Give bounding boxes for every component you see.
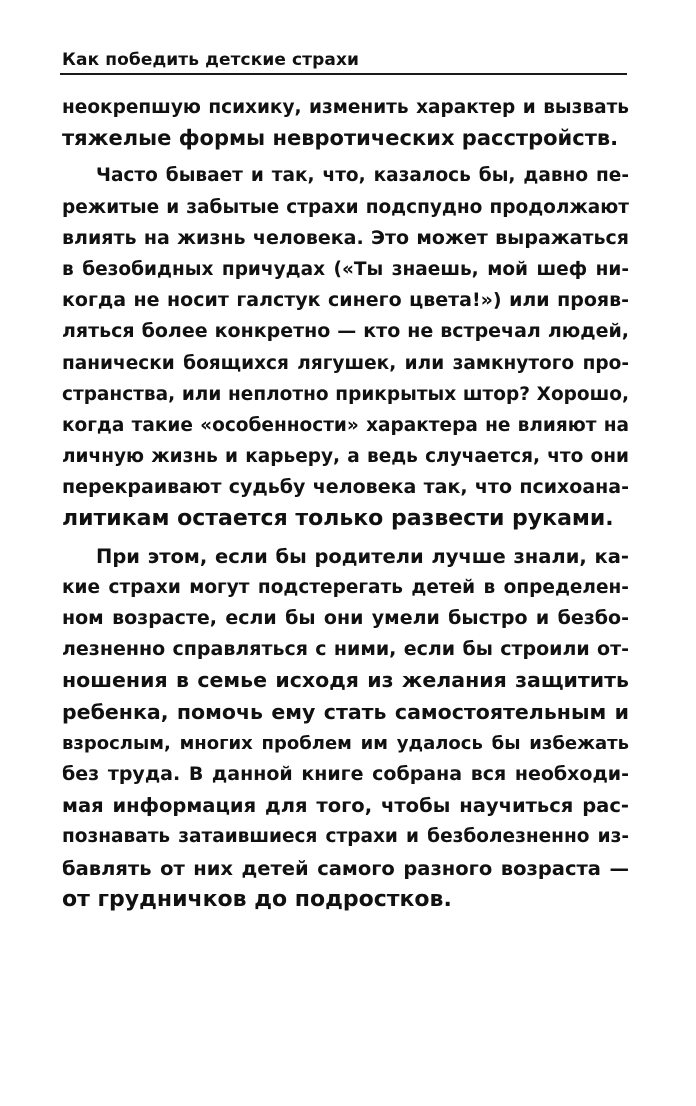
text-line: в безобидных причудах («Ты знаешь, мой шеф ни- (62, 258, 629, 280)
text-line: панически боящихся лягушек, или замкнутого про- (62, 352, 629, 374)
text-line: когда такие «особенности» характера не влияют на (62, 414, 629, 436)
text-line: странства, или неплотно прикрытых штор? Хорошо, (62, 383, 629, 405)
text-line: бавлять от них детей самого разного возраста — (62, 856, 629, 880)
text-line: познавать затаившиеся страхи и безболезненно из- (62, 826, 629, 848)
text-line: режитые и забытые страхи подспудно продолжают (62, 196, 629, 218)
text-line: тяжелые формы невротических расстройств. (62, 126, 619, 151)
text-line: ребенка, помочь ему стать самостоятельным и (62, 699, 629, 724)
text-line: мая информация для того, чтобы научиться рас- (62, 794, 629, 818)
text-line: ношения в семье исходя из желания защитить (62, 668, 629, 693)
header-rule (60, 73, 627, 75)
text-line: когда не носит галстук синего цвета!») или прояв- (62, 289, 629, 312)
text-line: литикам остается только развести руками. (62, 506, 614, 532)
text-line: неокрепшую психику, изменить характер и вызвать (62, 97, 629, 118)
text-line: без труда. В данной книге собрана вся необходи- (62, 762, 629, 785)
text-line: лезненно справляться с ними, если бы строили от- (62, 638, 629, 661)
text-line: взрослым, многих проблем им удалось бы избежать (62, 732, 629, 754)
text-line: личную жизнь и карьеру, а ведь случается, что они (62, 446, 629, 468)
text-line: влиять на жизнь человека. Это может выражаться (62, 226, 629, 249)
text-line: ляться более конкретно — кто не встречал людей, (62, 320, 629, 343)
text-line: Часто бывает и так, что, казалось бы, давно пе- (96, 165, 629, 187)
text-line: от грудничков до подростков. (62, 886, 452, 912)
text-line: ном возрасте, если бы они умели быстро и безбо- (62, 607, 629, 629)
text-line: При этом, если бы родители лучше знали, ка- (96, 544, 629, 568)
running-head-title: Как победить детские страхи (62, 50, 360, 70)
body-text (62, 92, 629, 915)
text-line: кие страхи могут подстерегать детей в определен- (62, 576, 629, 598)
text-line: перекраивают судьбу человека так, что психоана- (62, 476, 629, 499)
